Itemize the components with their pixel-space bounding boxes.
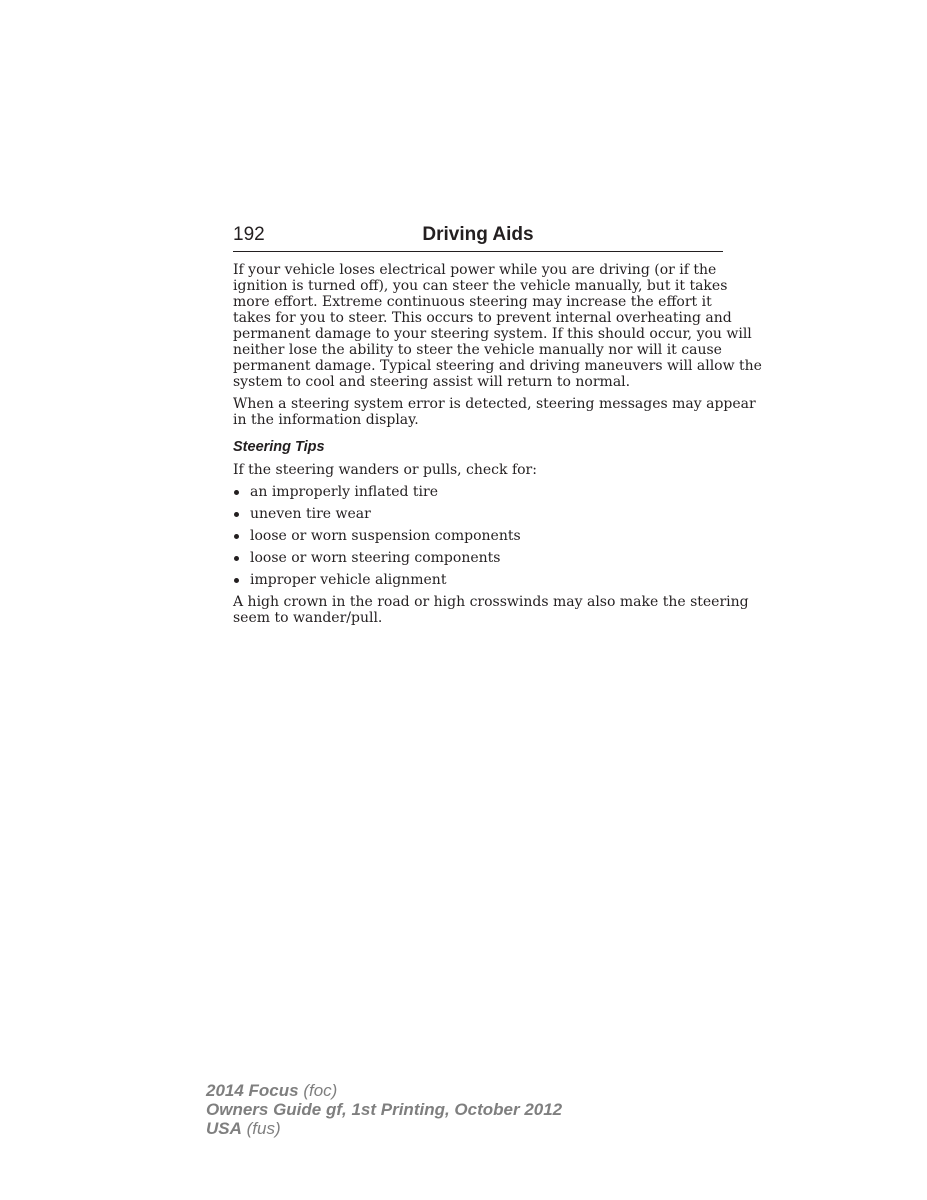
list-item xyxy=(233,506,725,522)
list-item-text: loose or worn suspension components xyxy=(250,528,521,544)
paragraph-line: neither lose the ability to steer the vehicle manually nor will it cause xyxy=(233,342,722,358)
print-footer xyxy=(206,1081,562,1138)
list-item xyxy=(233,528,725,544)
paragraph-line: A high crown in the road or high crosswinds may also make the steering xyxy=(233,594,749,610)
list-item-text: loose or worn steering components xyxy=(250,550,501,566)
subheading-steering-tips: Steering Tips xyxy=(233,439,325,455)
footer-model: 2014 Focus xyxy=(206,1081,299,1100)
footer-market-code: (fus) xyxy=(246,1119,281,1138)
footer-line-model xyxy=(206,1081,562,1100)
list-item xyxy=(233,550,725,566)
paragraph-line: When a steering system error is detected, steering messages may appear xyxy=(233,396,756,412)
paragraph-line: system to cool and steering assist will return to normal. xyxy=(233,374,631,390)
list-item-text: an improperly inflated tire xyxy=(250,484,439,500)
paragraph-power-loss xyxy=(233,262,762,390)
paragraph-line: permanent damage to your steering system. If this should occur, you will xyxy=(233,326,752,342)
page-header xyxy=(233,222,723,252)
paragraph-line: takes for you to steer. This occurs to prevent internal overheating and xyxy=(233,310,732,326)
paragraph-line: permanent damage. Typical steering and driving maneuvers will allow the xyxy=(233,358,762,374)
list-item-text: uneven tire wear xyxy=(250,506,371,522)
list-item-text: improper vehicle alignment xyxy=(250,572,447,588)
paragraph-error-detected xyxy=(233,396,756,428)
paragraph-line: ignition is turned off), you can steer the vehicle manually, but it takes xyxy=(233,278,728,294)
list-item xyxy=(233,484,725,500)
footer-market: USA xyxy=(206,1119,242,1138)
paragraph-line: seem to wander/pull. xyxy=(233,610,383,626)
check-list xyxy=(233,484,725,588)
footer-line-market xyxy=(206,1119,562,1138)
bullet-icon xyxy=(234,490,239,495)
intro-text xyxy=(233,462,725,478)
page-number: 192 xyxy=(233,224,265,245)
paragraph-line: more effort. Extreme continuous steering may increase the effort it xyxy=(233,294,712,310)
bullet-icon xyxy=(234,578,239,583)
footer-model-code: (foc) xyxy=(303,1081,338,1100)
paragraph-crown-crosswinds xyxy=(233,594,749,626)
bullet-icon xyxy=(234,556,239,561)
footer-printing: Owners Guide gf, 1st Printing, October 2012 xyxy=(206,1100,563,1119)
section-title: Driving Aids xyxy=(422,224,534,245)
list-item xyxy=(233,572,725,588)
paragraph-line: in the information display. xyxy=(233,412,419,428)
bullet-icon xyxy=(234,534,239,539)
paragraph-line: If your vehicle loses electrical power while you are driving (or if the xyxy=(233,262,717,278)
page-content xyxy=(233,262,762,632)
paragraph-line: If the steering wanders or pulls, check for: xyxy=(233,462,537,478)
bullet-icon xyxy=(234,512,239,517)
